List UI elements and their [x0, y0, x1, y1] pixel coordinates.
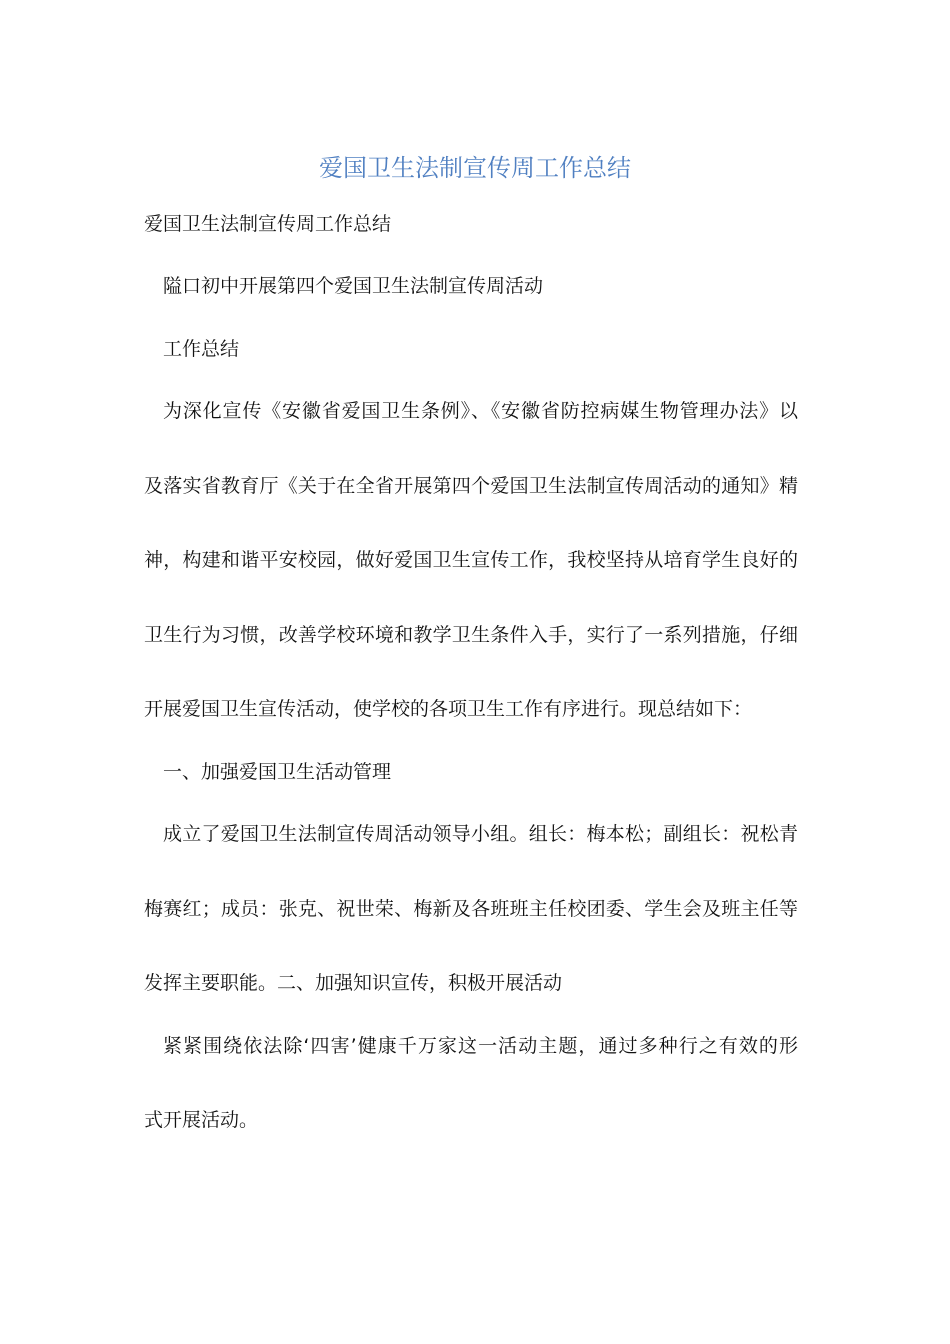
- paragraph-line: 梅赛红；成员：张克、祝世荣、梅新及各班班主任校团委、学生会及班主任等: [144, 898, 798, 920]
- paragraph-line: 紧紧围绕依法除‘四害’健康千万家这一活动主题，通过多种行之有效的形: [163, 1035, 798, 1057]
- paragraph-line: 及落实省教育厅《关于在全省开展第四个爱国卫生法制宣传周活动的通知》精: [144, 475, 798, 497]
- section-heading: 一、加强爱国卫生活动管理: [163, 761, 392, 783]
- paragraph-line: 卫生行为习惯，改善学校环境和教学卫生条件入手，实行了一系列措施，仔细: [144, 624, 798, 646]
- subtitle-line: 工作总结: [163, 338, 240, 360]
- paragraph-line: 发挥主要职能。二、加强知识宣传，积极开展活动: [144, 972, 563, 994]
- paragraph-line: 式开展活动。: [144, 1109, 259, 1131]
- paragraph-line: 开展爱国卫生宣传活动，使学校的各项卫生工作有序进行。现总结如下：: [144, 698, 753, 720]
- paragraph-line: 神，构建和谐平安校园，做好爱国卫生宣传工作，我校坚持从培育学生良好的: [144, 549, 798, 571]
- document-title: 爱国卫生法制宣传周工作总结: [319, 154, 631, 182]
- subtitle-line: 隘口初中开展第四个爱国卫生法制宣传周活动: [163, 275, 544, 297]
- paragraph-line: 成立了爱国卫生法制宣传周活动领导小组。组长：梅本松；副组长：祝松青: [163, 823, 798, 845]
- body-heading: 爱国卫生法制宣传周工作总结: [144, 213, 392, 235]
- paragraph-line: 为深化宣传《安徽省爱国卫生条例》、《安徽省防控病媒生物管理办法》以: [163, 400, 798, 422]
